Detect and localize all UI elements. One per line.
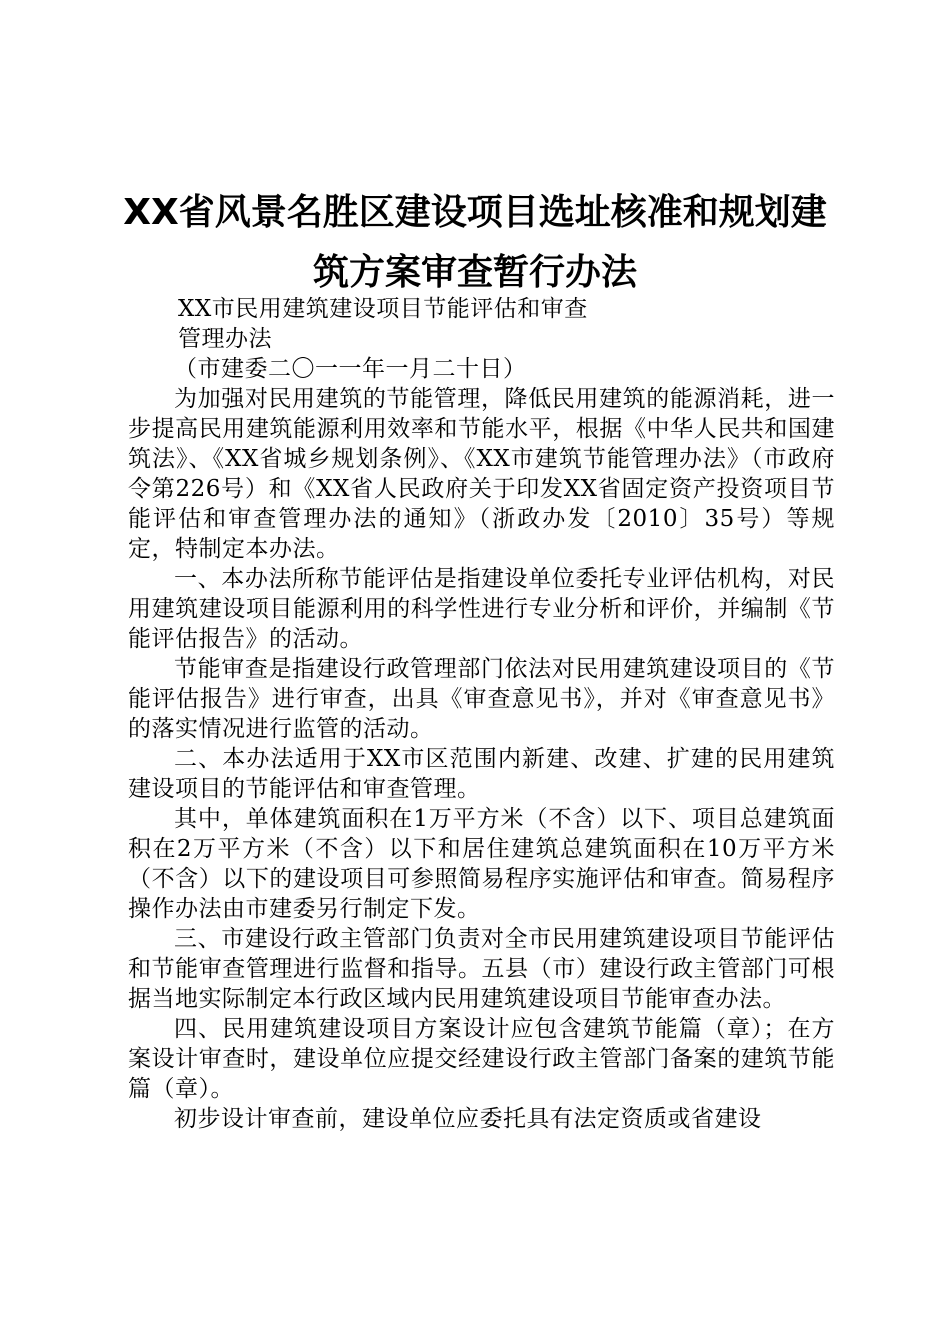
paragraph-article-2: 二、本办法适用于XX市区范围内新建、改建、扩建的民用建筑建设项目的节能评估和审查管理。 [128, 746, 835, 802]
paragraph-article-4-preliminary: 初步设计审查前，建设单位应委托具有法定资质或省建设 [174, 1106, 762, 1132]
paragraph-preamble: 为加强对民用建筑的节能管理，降低民用建筑的能源消耗，进一步提高民用建筑能源利用效率和节能水平，根据《中华人民共和国建筑法》、《XX省城乡规划条例》、《XX市建筑节能管理办法》（市政府令第226号）和《XX省人民政府关于印发XX省固定资产投资项目节能评估和审查管理办法的通知》（浙政办发〔2010〕35号）等规定，特制定本办法。 [128, 386, 835, 562]
document-title: XX省风景名胜区建设项目选址核准和规划建筑方案审查暂行办法 [123, 192, 827, 293]
paragraph-article-1-review: 节能审查是指建设行政管理部门依法对民用建筑建设项目的《节能评估报告》进行审查，出具《审查意见书》，并对《审查意见书》的落实情况进行监管的活动。 [128, 656, 835, 742]
paragraph-article-1: 一、本办法所称节能评估是指建设单位委托专业评估机构，对民用建筑建设项目能源利用的科学性进行专业分析和评价，并编制《节能评估报告》的活动。 [128, 566, 835, 652]
issue-date: （市建委二〇一一年一月二十日） [174, 356, 527, 382]
document-body [128, 294, 835, 1134]
paragraph-article-3: 三、市建设行政主管部门负责对全市民用建筑建设项目节能评估和节能审查管理进行监督和指导。五县（市）建设行政主管部门可根据当地实际制定本行政区域内民用建筑建设项目节能审查办法。 [128, 926, 835, 1012]
paragraph-article-2-simplified: 其中，单体建筑面积在1万平方米（不含）以下、项目总建筑面积在2万平方米（不含）以下和居住建筑总建筑面积在10万平方米（不含）以下的建设项目可参照简易程序实施评估和审查。简易程序操作办法由市建委另行制定下发。 [128, 806, 835, 922]
paragraph-article-4: 四、民用建筑建设项目方案设计应包含建筑节能篇（章）；在方案设计审查时，建设单位应提交经建设行政主管部门备案的建筑节能篇（章）。 [128, 1016, 835, 1102]
sub-heading-line-1: XX市民用建筑建设项目节能评估和审查 [178, 296, 588, 322]
sub-heading-line-2: 管理办法 [178, 326, 272, 352]
